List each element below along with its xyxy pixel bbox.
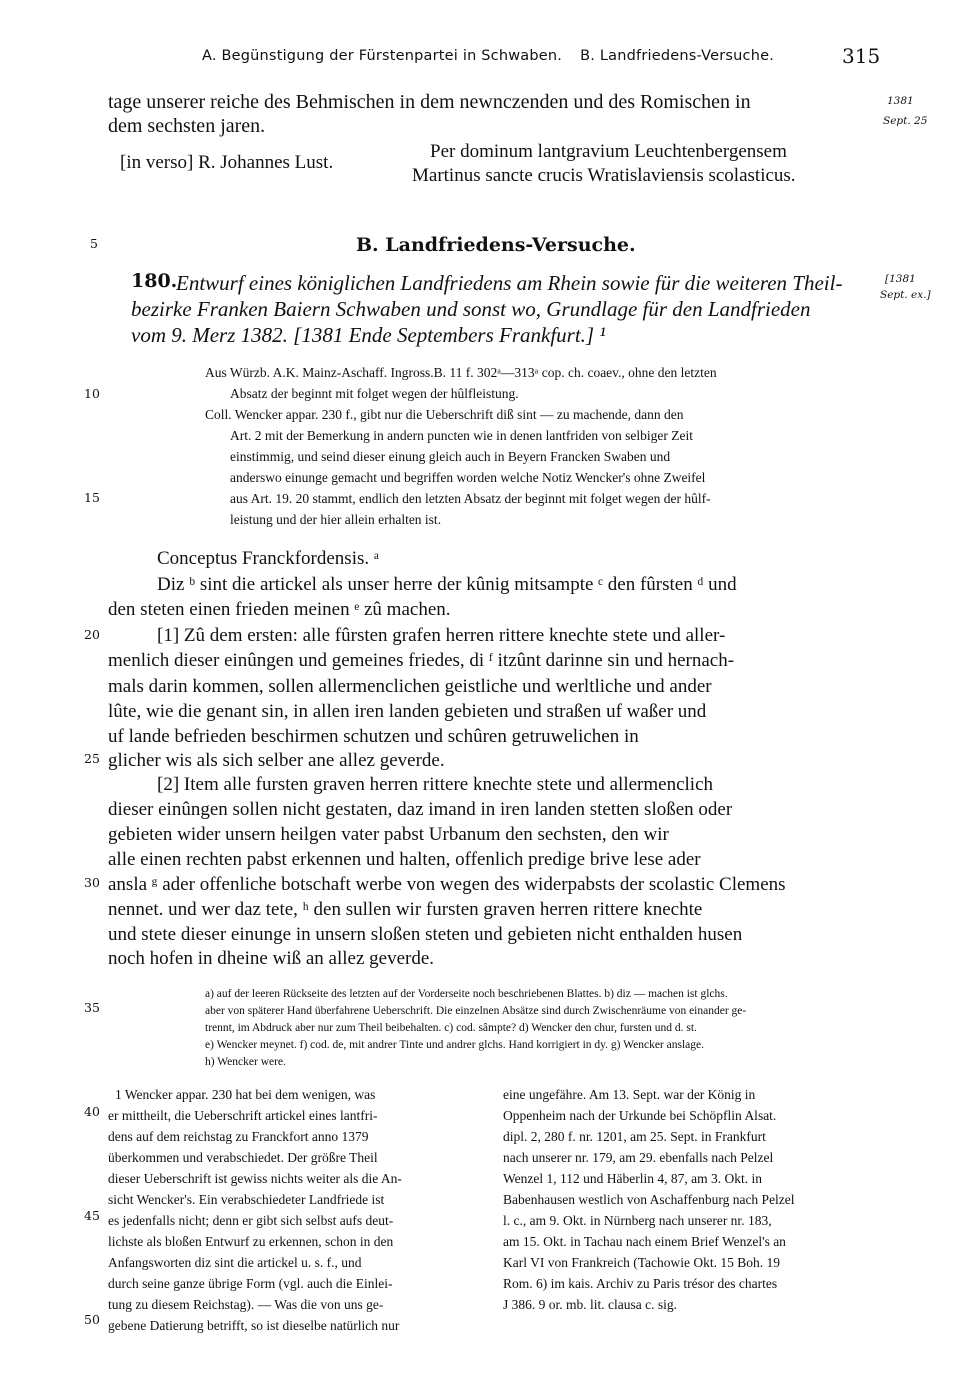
header-left: A. Begünstigung der Fürstenpartei in Schwaben. (202, 48, 563, 64)
apparatus-line: trennt, im Abdruck aber nur zum Theil beibehalten. c) cod. sâmpte? d) Wencker den chur, fursten und d. st. (205, 1022, 697, 1034)
footnote-right-line: Rom. 6) im kais. Archiv zu Paris trésor des chartes (503, 1276, 778, 1291)
margin-year-doc: [1381 (885, 273, 916, 285)
source-note-line: anderswo einunge gemacht und begriffen worden welche Notiz Wencker's ohne Zweifel (230, 470, 706, 485)
section-title: B. Landfriedens-Versuche. (356, 234, 636, 256)
source-note-line: einstimmig, und seind dieser einung gleich auch in Beyern Francken Swaben und (230, 449, 671, 464)
main-text-line: dieser einûngen sollen nicht gestaten, daz imand in iren landen stetten sloßen oder (108, 799, 733, 820)
top-line-1: tage unserer reiche des Behmischen in dem newnczenden und des Romischen in (108, 91, 751, 113)
main-text-line: glicher wis als sich selber ane allez geverde. (108, 750, 445, 771)
footnote-left-line: er mittheilt, die Ueberschrift artickel eines lantfri- (108, 1108, 378, 1123)
verso-note: [in verso] R. Johannes Lust. (120, 152, 334, 173)
footnote-left-line: gebene Datierung betrifft, so ist dieselbe natürlich nur (108, 1318, 400, 1333)
signature-line-1: Per dominum lantgravium Leuchtenbergensem (430, 141, 787, 162)
signature-line-2: Martinus sancte crucis Wratislaviensis scolasticus. (412, 165, 796, 186)
line-number-50: 50 (84, 1312, 100, 1327)
footnote-left-line: dieser Ueberschrift ist gewiss nichts weiter als die An- (108, 1171, 402, 1186)
main-text-line: Diz ᵇ sint die artickel als unser herre der kûnig mitsampte ᶜ den fûrsten ᵈ und (157, 574, 737, 595)
running-header (202, 48, 774, 64)
main-text-line: [1] Zû dem ersten: alle fûrsten grafen herren rittere knechte stete und aller- (157, 625, 726, 646)
footnote-left-line: dens auf dem reichstag zu Franckfort anno 1379 (108, 1129, 369, 1144)
document-title-line-1: Entwurf eines königlichen Landfriedens am Rhein sowie für die weiteren Theil- (176, 271, 843, 295)
footnote-right-line: Wenzel 1, 112 und Häberlin 4, 87, am 3. Okt. in (503, 1171, 762, 1186)
footnote-right-line: l. c., am 9. Okt. in Nürnberg nach unserer nr. 183, (503, 1213, 772, 1228)
main-text-line: noch hofen in dheine wiß an allez geverde. (108, 948, 435, 969)
main-text-line: gebieten wider unsern heilgen vater pabst Urbanum den sechsten, den wir (108, 824, 669, 845)
margin-date-top: Sept. 25 (883, 115, 928, 127)
apparatus-line: h) Wencker were. (205, 1056, 286, 1068)
footnote-left-line: sicht Wencker's. Ein verabschiedeter Landfriede ist (108, 1192, 385, 1207)
footnote-left-line: 1 Wencker appar. 230 hat bei dem wenigen, was (115, 1087, 376, 1102)
main-text-line: ansla ᵍ ader offenliche botschaft werbe von wegen des widerpabsts der scolastic Clemens (108, 874, 786, 895)
header-right: B. Landfriedens-Versuche. (580, 48, 775, 64)
line-number-15: 15 (84, 490, 100, 505)
main-text-line: uf lande befrieden beschirmen schutzen und schûren getruwelichen in (108, 726, 639, 747)
main-text-line: lûte, wie die genant sin, in allen iren landen gebieten und straßen uf waßer und (108, 701, 707, 722)
footnote-right-line: Babenhausen westlich von Aschaffenburg nach Pelzel (503, 1192, 795, 1207)
main-text-line: [2] Item alle fursten graven herren rittere knechte stete und allermenclich (157, 774, 714, 795)
source-note-line: aus Art. 19. 20 stammt, endlich den letzten Absatz der beginnt mit folget wegen der hûlf- (230, 491, 711, 506)
footnote-left-line: durch seine ganze übrige Form (vgl. auch die Einlei- (108, 1276, 393, 1291)
document-title-line-2: bezirke Franken Baiern Schwaben und sonst wo, Grundlage für den Landfrieden (131, 297, 811, 321)
source-note-line: Aus Würzb. A.K. Mainz-Aschaff. Ingross.B. 11 f. 302ᵃ—313ᵃ cop. ch. coaev., ohne den letzten (205, 365, 717, 380)
apparatus-line: e) Wencker meynet. f) cod. de, mit andrer Tinte und andrer glchs. Hand korrigiert in dy. g) Wencker anslage. (205, 1039, 704, 1051)
line-number-5: 5 (90, 236, 98, 251)
main-text-line: alle einen rechten pabst erkennen und halten, offenlich predige brive lese ader (108, 849, 701, 870)
footnote-right-line: nach unserer nr. 179, am 29. ebenfalls nach Pelzel (503, 1150, 774, 1165)
main-text-line: und stete dieser einunge in unsern sloßen steten und gebieten nicht enthalden husen (108, 924, 743, 945)
main-text-line: mals darin kommen, sollen allermenclichen geistliche und werltliche und ander (108, 676, 712, 697)
main-text-line: menlich dieser einûngen und gemeines friedes, di ᶠ itzûnt darinne sin und hernach- (108, 650, 735, 671)
source-note-line: Art. 2 mit der Bemerkung in andern puncten wie in denen lantfriden von selbiger Zeit (230, 428, 693, 443)
footnote-right-line: am 15. Okt. in Tachau nach einem Brief Wenzel's an (503, 1234, 786, 1249)
margin-year-top: 1381 (887, 95, 914, 107)
source-note-line: Absatz der beginnt mit folget wegen der hûlfleistung. (230, 386, 519, 401)
line-number-35: 35 (84, 1000, 100, 1015)
page-number: 315 (842, 44, 881, 68)
footnote-left-line: es jedenfalls nicht; denn er gibt sich selbst aufs deut- (108, 1213, 394, 1228)
footnote-right-line: J 386. 9 or. mb. lit. clausa c. sig. (503, 1297, 677, 1312)
line-number-20: 20 (84, 627, 100, 642)
footnote-right-line: Oppenheim nach der Urkunde bei Schöpflin Alsat. (503, 1108, 777, 1123)
apparatus-line: aber von späterer Hand überfahrene Ueberschrift. Die einzelnen Absätze sind durch Zwischenräume von einander ge- (205, 1005, 747, 1017)
line-number-40: 40 (84, 1104, 100, 1119)
line-number-25: 25 (84, 751, 100, 766)
top-line-2: dem sechsten jaren. (108, 115, 266, 137)
footnote-right-line: Karl VI von Frankreich (Tachowie Okt. 15 Boh. 19 (503, 1255, 780, 1270)
footnote-right-line: dipl. 2, 280 f. nr. 1201, am 25. Sept. in Frankfurt (503, 1129, 766, 1144)
document-title-line-3: vom 9. Merz 1382. [1381 Ende Septembers Frankfurt.] ¹ (131, 323, 606, 347)
apparatus-line: a) auf der leeren Rückseite des letzten auf der Vorderseite noch beschriebenen Blattes. b) diz — machen ist glchs. (205, 988, 728, 1000)
footnote-left-line: tung zu diesem Reichstag). — Was die von uns ge- (108, 1297, 384, 1312)
footnote-left-line: Anfangsworten diz sint die artickel u. s. f., und (108, 1255, 362, 1270)
margin-date-doc: Sept. ex.] (880, 289, 931, 301)
footnote-left-line: lichste als bloßen Entwurf zu erkennen, schon in den (108, 1234, 394, 1249)
main-text-heading: Conceptus Franckfordensis. ᵃ (157, 548, 380, 569)
footnote-left-line: überkommen und verabschiedet. Der größre Theil (108, 1150, 378, 1165)
document-number: 180. (131, 270, 178, 292)
footnote-right-line: eine ungefähre. Am 13. Sept. war der König in (503, 1087, 756, 1102)
line-number-30: 30 (84, 875, 100, 890)
main-text-line: den steten einen frieden meinen ᵉ zû machen. (108, 599, 451, 620)
main-text-line: nennet. und wer daz tete, ʰ den sullen wir fursten graven herren rittere knechte (108, 899, 703, 920)
line-number-45: 45 (84, 1208, 100, 1223)
source-note-line: leistung und der hier allein erhalten ist. (230, 512, 442, 527)
document-heading (131, 270, 177, 292)
source-note-line: Coll. Wencker appar. 230 f., gibt nur die Ueberschrift diß sint — zu machende, dann den (205, 407, 684, 422)
line-number-10: 10 (84, 386, 100, 401)
